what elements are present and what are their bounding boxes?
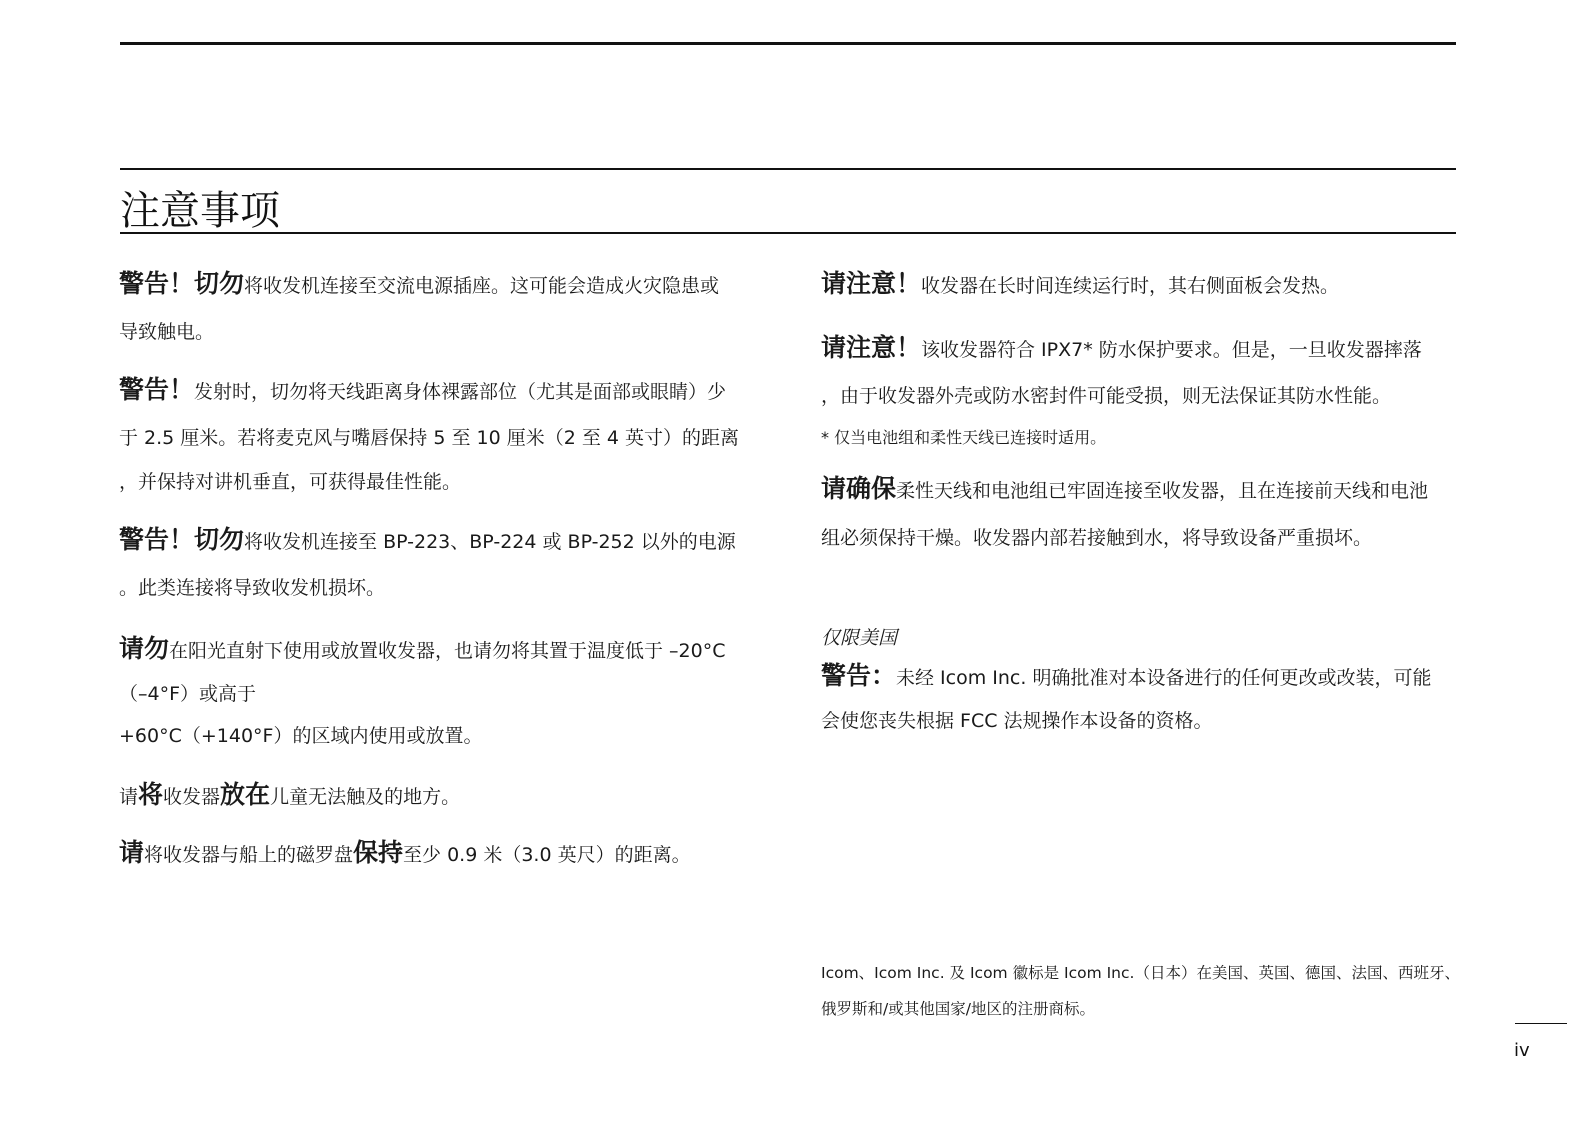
usa-only-heading: 仅限美国	[821, 627, 898, 649]
caution-waterproof	[821, 322, 1461, 458]
warning-label: 警告！	[119, 269, 195, 298]
text-fragment: 请	[119, 786, 139, 808]
left-column	[119, 258, 759, 878]
warning-battery-pack	[119, 514, 759, 610]
text-line: 组必须保持干燥。收发器内部若接触到水，将导致设备严重损坏。	[821, 527, 1373, 549]
text-line: 将收发机连接至 BP-223、BP-224 或 BP-252 以外的电源	[244, 531, 736, 553]
text-line: 于 2.5 厘米。若将麦克风与嘴唇保持 5 至 10 厘米（2 至 4 英寸）的距离	[119, 427, 740, 449]
warning-antenna-distance	[119, 364, 759, 504]
warning-ac-power	[119, 258, 759, 354]
trademark-line: 俄罗斯和/或其他国家/地区的注册商标。	[821, 1000, 1095, 1018]
page-number-rule	[1515, 1023, 1567, 1024]
text-line: 收发器在长时间连续运行时，其右侧面板会发热。	[921, 275, 1340, 297]
never-label: 切勿	[194, 269, 245, 298]
usa-only-warning	[821, 620, 1461, 746]
text-line: ，并保持对讲机垂直，可获得最佳性能。	[119, 471, 462, 493]
text-fragment: 儿童无法触及的地方。	[270, 786, 461, 808]
text-line: 。此类连接将导致收发机损坏。	[119, 577, 386, 599]
please-label: 请	[119, 838, 145, 867]
text-fragment: 至少 0.9 米（3.0 英尺）的距离。	[403, 844, 691, 866]
text-line: 在阳光直射下使用或放置收发器，也请勿将其置于温度低于 –20°C	[169, 640, 726, 662]
caution-children	[119, 770, 759, 820]
caution-secure-connection	[821, 464, 1461, 562]
caution-label: 请注意！	[821, 269, 922, 298]
header-rule	[120, 168, 1456, 170]
text-line: ，由于收发器外壳或防水密封件可能受损，则无法保证其防水性能。	[821, 385, 1392, 407]
make-sure-label: 请确保	[821, 474, 897, 503]
text-line: 将收发机连接至交流电源插座。这可能会造成火灾隐患或	[244, 275, 720, 297]
never-label: 切勿	[194, 525, 245, 554]
caution-compass	[119, 828, 759, 878]
do-not-label: 请勿	[119, 634, 170, 663]
keep-label: 保持	[353, 838, 404, 867]
text-line: （–4°F）或高于	[119, 683, 257, 705]
text-line: 该收发器符合 IPX7* 防水保护要求。但是，一旦收发器摔落	[921, 339, 1422, 361]
text-fragment: 将收发器与船上的磁罗盘	[144, 844, 354, 866]
warning-label: 警告！	[119, 375, 195, 404]
title-rule	[120, 232, 1456, 234]
top-rule	[120, 42, 1456, 45]
text-line: 导致触电。	[119, 321, 215, 343]
caution-temperature	[119, 624, 759, 758]
text-line: +60°C（+140°F）的区域内使用或放置。	[119, 725, 483, 747]
warning-label: 警告！	[119, 525, 195, 554]
caution-label: 请注意！	[821, 333, 922, 362]
right-column	[821, 258, 1461, 746]
text-line: 会使您丧失根据 FCC 法规操作本设备的资格。	[821, 710, 1213, 732]
page-number: iv	[1514, 1040, 1530, 1061]
text-fragment: 收发器	[163, 786, 221, 808]
place-label: 放在	[220, 780, 271, 809]
footnote: * 仅当电池组和柔性天线已连接时适用。	[821, 428, 1107, 447]
text-line: 发射时，切勿将天线距离身体裸露部位（尤其是面部或眼睛）少	[194, 381, 727, 403]
text-line: 柔性天线和电池组已牢固连接至收发器，且在连接前天线和电池	[896, 480, 1429, 502]
warning-label: 警告：	[821, 661, 897, 690]
caution-heat	[821, 258, 1461, 310]
text-line: 未经 Icom Inc. 明确批准对本设备进行的任何更改或改装，可能	[896, 667, 1432, 689]
keep-label: 将	[138, 780, 164, 809]
trademark-line: Icom、Icom Inc. 及 Icom 徽标是 Icom Inc.（日本）在美国、英国、德国、法国、西班牙、	[821, 964, 1460, 982]
trademark-notice	[821, 955, 1460, 1027]
page-title: 注意事项	[120, 188, 280, 234]
